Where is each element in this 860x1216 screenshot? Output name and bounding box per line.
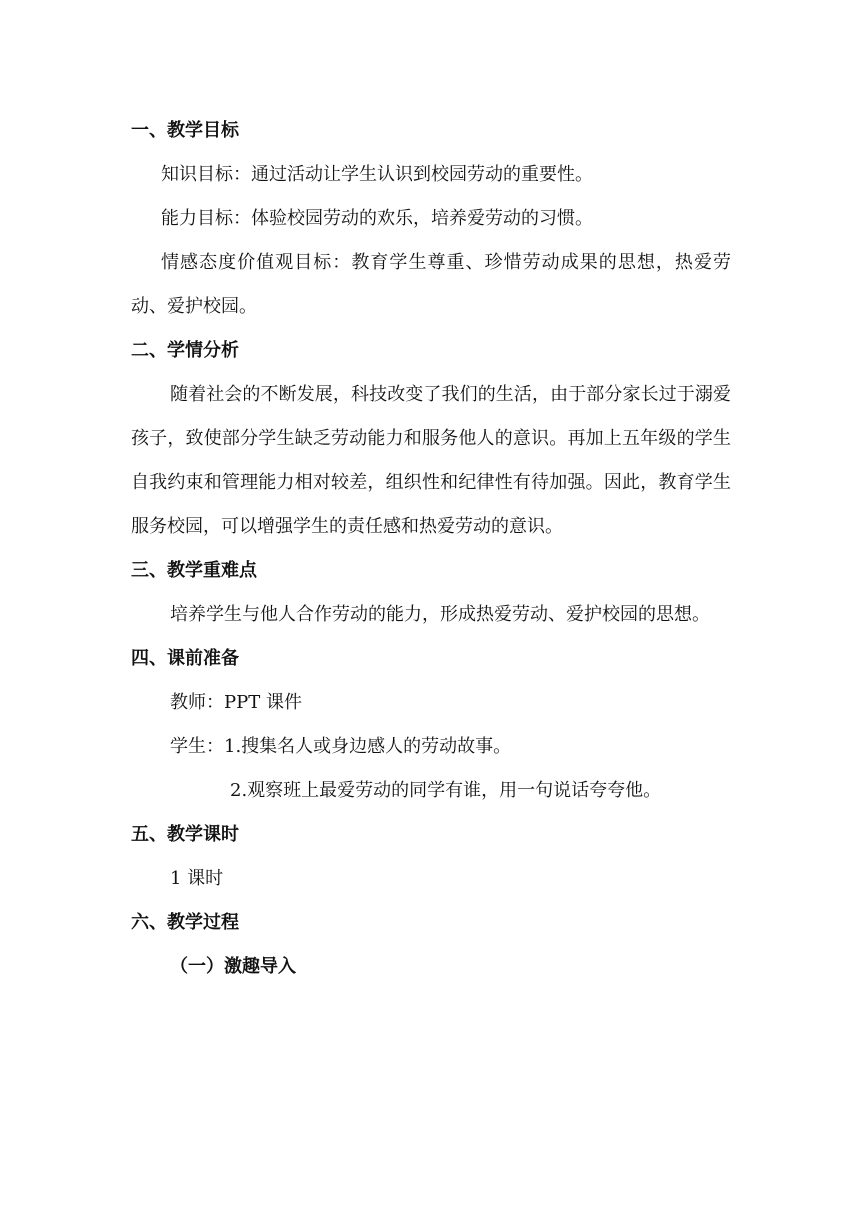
analysis-paragraph: 随着社会的不断发展，科技改变了我们的生活，由于部分家长过于溺爱孩子，致使部分学生缺乏劳动能力和服务他人的意识。再加上五年级的学生自我约束和管理能力相对较差，组织性和纪律性有待加强。因此，教育学生服务校园，可以增强学生的责任感和热爱劳动的意识。 <box>131 384 731 537</box>
hours-text: 1 课时 <box>170 868 224 889</box>
subsection-heading-intro: （一）激趣导入 <box>170 956 296 977</box>
teacher-preparation: 教师：PPT 课件 <box>170 692 302 713</box>
document-body <box>131 109 731 989</box>
section-heading-hours: 五、教学课时 <box>131 824 239 845</box>
emotion-objective: 情感态度价值观目标：教育学生尊重、珍惜劳动成果的思想，热爱劳动、爱护校园。 <box>131 252 731 317</box>
section-heading-objectives: 一、教学目标 <box>131 120 239 141</box>
student-preparation-1: 学生：1.搜集名人或身边感人的劳动故事。 <box>170 736 512 757</box>
ability-objective: 能力目标：体验校园劳动的欢乐，培养爱劳动的习惯。 <box>161 208 593 229</box>
student-preparation-2: 2.观察班上最爱劳动的同学有谁，用一句说话夸夸他。 <box>230 780 662 801</box>
knowledge-objective: 知识目标：通过活动让学生认识到校园劳动的重要性。 <box>161 164 593 185</box>
section-heading-key-points: 三、教学重难点 <box>131 560 257 581</box>
key-points-paragraph: 培养学生与他人合作劳动的能力，形成热爱劳动、爱护校园的思想。 <box>170 604 710 625</box>
section-heading-process: 六、教学过程 <box>131 912 239 933</box>
section-heading-analysis: 二、学情分析 <box>131 340 239 361</box>
section-heading-preparation: 四、课前准备 <box>131 648 239 669</box>
